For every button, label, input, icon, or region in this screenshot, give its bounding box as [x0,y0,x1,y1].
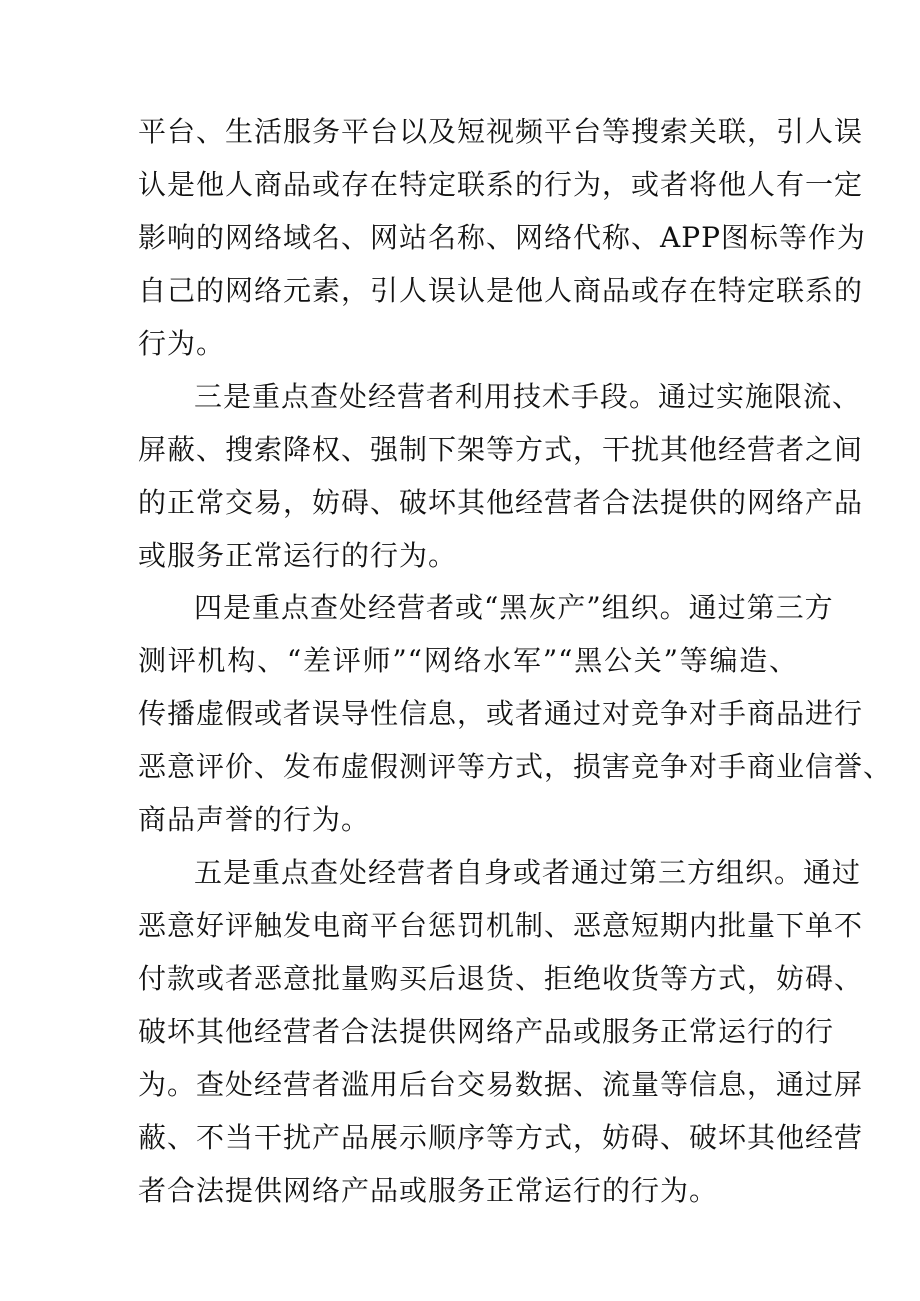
text-line: 者合法提供网络产品或服务正常运行的行为。 [138,1174,719,1207]
text-line: 为。查处经营者滥用后台交易数据、流量等信息，通过屏 [138,1068,864,1101]
text-line: 平台、生活服务平台以及短视频平台等搜索关联，引人误 [138,115,864,148]
paragraph-point-three [138,370,864,582]
text-line: 或服务正常运行的行为。 [138,539,458,572]
text-line: 认是他人商品或存在特定联系的行为，或者将他人有一定 [138,168,864,201]
text-line: 五是重点查处经营者自身或者通过第三方组织。通过 [194,856,862,889]
text-line: 破坏其他经营者合法提供网络产品或服务正常运行的行 [138,1015,835,1048]
text-line: 恶意好评触发电商平台惩罚机制、恶意短期内批量下单不 [138,909,864,942]
text-line: 自己的网络元素，引人误认是他人商品或存在特定联系的 [138,274,864,307]
paragraph-point-five [138,846,864,1217]
text-line: 行为。 [138,327,226,360]
text-line: 屏蔽、搜索降权、强制下架等方式，干扰其他经营者之间 [138,433,864,466]
text-line: 四是重点查处经营者或“黑灰产”组织。通过第三方 [194,591,834,624]
paragraph-continuation [138,105,866,370]
paragraph-point-four [138,581,893,846]
text-line: 影响的网络域名、网站名称、网络代称、APP图标等作为 [138,221,866,254]
text-line: 商品声誉的行为。 [138,803,371,836]
text-line: 传播虚假或者误导性信息，或者通过对竞争对手商品进行 [138,697,864,730]
text-line: 恶意评价、发布虚假测评等方式，损害竞争对手商业信誉、 [138,750,893,783]
text-line: 蔽、不当干扰产品展示顺序等方式，妨碍、破坏其他经营 [138,1121,864,1154]
text-line: 测评机构、“差评师”“网络水军”“黑公关”等编造、 [138,644,798,677]
text-line: 三是重点查处经营者利用技术手段。通过实施限流、 [194,380,862,413]
text-line: 付款或者恶意批量购买后退货、拒绝收货等方式，妨碍、 [138,962,864,995]
text-line: 的正常交易，妨碍、破坏其他经营者合法提供的网络产品 [138,486,864,519]
